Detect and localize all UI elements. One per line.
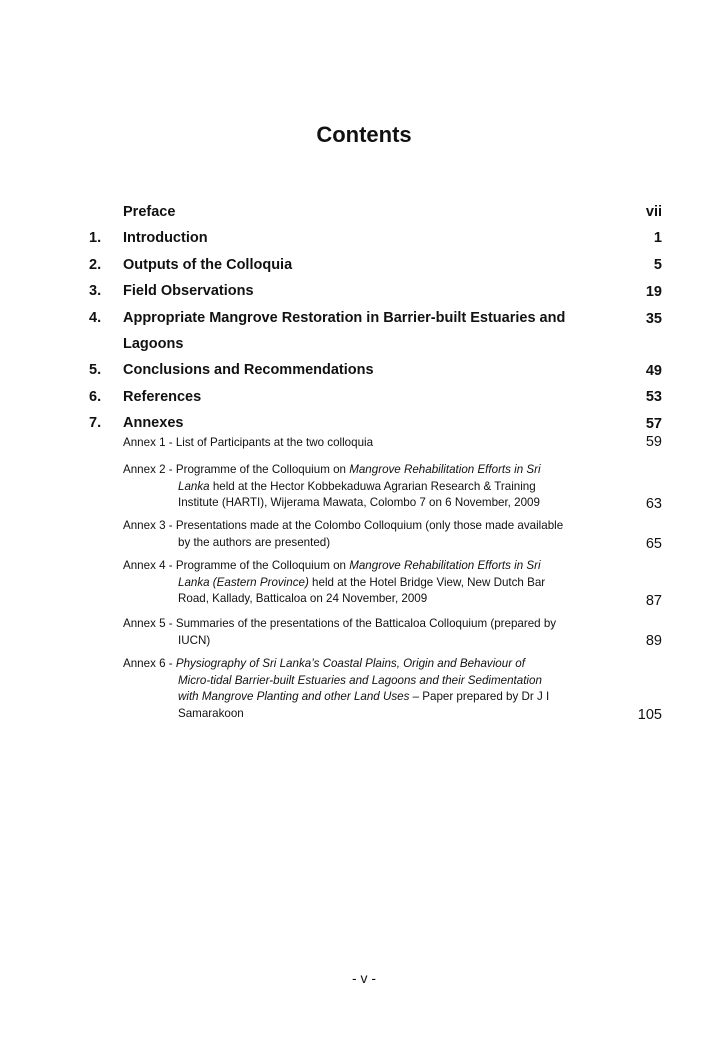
toc-page: 53 bbox=[645, 389, 662, 405]
annex-italic: Mangrove Rehabilitation Efforts in Sri bbox=[349, 463, 541, 476]
annex-text: held at the Hector Kobbekaduwa Agrarian Research & Training bbox=[209, 479, 536, 493]
annex-6 bbox=[123, 656, 593, 722]
annex-5 bbox=[123, 616, 593, 649]
toc-page: 57 bbox=[645, 416, 662, 432]
toc-label: Introduction bbox=[123, 230, 208, 246]
annex-italic: Mangrove Rehabilitation Efforts in Sri bbox=[349, 559, 541, 572]
annex-page: 105 bbox=[637, 707, 662, 723]
toc-num: 6. bbox=[89, 389, 102, 405]
annex-page: 63 bbox=[645, 496, 662, 512]
toc-page: 35 bbox=[645, 311, 662, 327]
annex-text: Annex 1 - List of Participants at the two colloquia bbox=[123, 436, 374, 449]
annex-1 bbox=[123, 435, 593, 452]
annex-text: – Paper prepared by Dr J I bbox=[409, 690, 550, 703]
annex-2 bbox=[123, 462, 593, 512]
toc-label: Appropriate Mangrove Restoration in Barrier-built Estuaries and bbox=[123, 310, 566, 326]
annex-text: by the authors are presented) bbox=[178, 535, 331, 549]
toc-page: 49 bbox=[645, 363, 662, 379]
annex-text: Annex 3 - Presentations made at the Colombo Colloquium (only those made available bbox=[123, 519, 564, 532]
annex-italic: Lanka (Eastern Province) bbox=[178, 575, 309, 589]
annex-italic: Lanka bbox=[178, 479, 210, 493]
toc-num: 3. bbox=[89, 283, 102, 299]
annex-page: 59 bbox=[645, 434, 662, 450]
annex-4 bbox=[123, 558, 593, 608]
annex-page: 87 bbox=[645, 593, 662, 609]
toc-page: vii bbox=[645, 204, 662, 220]
toc-num: 7. bbox=[89, 415, 102, 431]
annex-text: Annex 6 - bbox=[123, 657, 176, 670]
annex-text: Institute (HARTI), Wijerama Mawata, Colombo 7 on 6 November, 2009 bbox=[178, 496, 540, 509]
toc-num: 2. bbox=[89, 257, 102, 273]
toc-page: 19 bbox=[645, 284, 662, 300]
annex-text: Annex 5 - Summaries of the presentations of the Batticaloa Colloquium (prepared by bbox=[123, 617, 557, 630]
page-title: Contents bbox=[316, 122, 412, 147]
annex-text: Samarakoon bbox=[178, 706, 244, 720]
page-number: - v - bbox=[351, 970, 377, 986]
toc-num: 5. bbox=[89, 362, 102, 378]
toc-label: Preface bbox=[123, 204, 176, 220]
toc-page: 1 bbox=[653, 230, 662, 246]
toc-label: Outputs of the Colloquia bbox=[123, 257, 293, 273]
toc-label-cont: Lagoons bbox=[123, 336, 184, 352]
toc-num: 1. bbox=[89, 230, 102, 246]
annex-text: Annex 2 - Programme of the Colloquium on bbox=[123, 463, 350, 476]
toc-label: Annexes bbox=[123, 415, 184, 431]
toc-num: 4. bbox=[89, 310, 102, 326]
annex-page: 89 bbox=[645, 633, 662, 649]
annex-3 bbox=[123, 518, 593, 551]
toc-label: Field Observations bbox=[123, 283, 254, 299]
toc-label: Conclusions and Recommendations bbox=[123, 362, 374, 378]
toc-page: 5 bbox=[653, 257, 662, 273]
annex-italic: Micro-tidal Barrier-built Estuaries and Lagoons and their Sedimentation bbox=[178, 673, 542, 687]
annex-page: 65 bbox=[645, 536, 662, 552]
annex-text: held at the Hotel Bridge View, New Dutch Bar bbox=[308, 575, 546, 589]
toc-label: References bbox=[123, 389, 202, 405]
annex-italic: with Mangrove Planting and other Land Uses bbox=[178, 690, 410, 703]
annex-text: Road, Kallady, Batticaloa on 24 November, 2009 bbox=[178, 592, 428, 605]
annex-text: Annex 4 - Programme of the Colloquium on bbox=[123, 559, 350, 572]
annex-italic: Physiography of Sri Lanka’s Coastal Plains, Origin and Behaviour of bbox=[175, 657, 525, 670]
annex-text: IUCN) bbox=[178, 633, 211, 647]
